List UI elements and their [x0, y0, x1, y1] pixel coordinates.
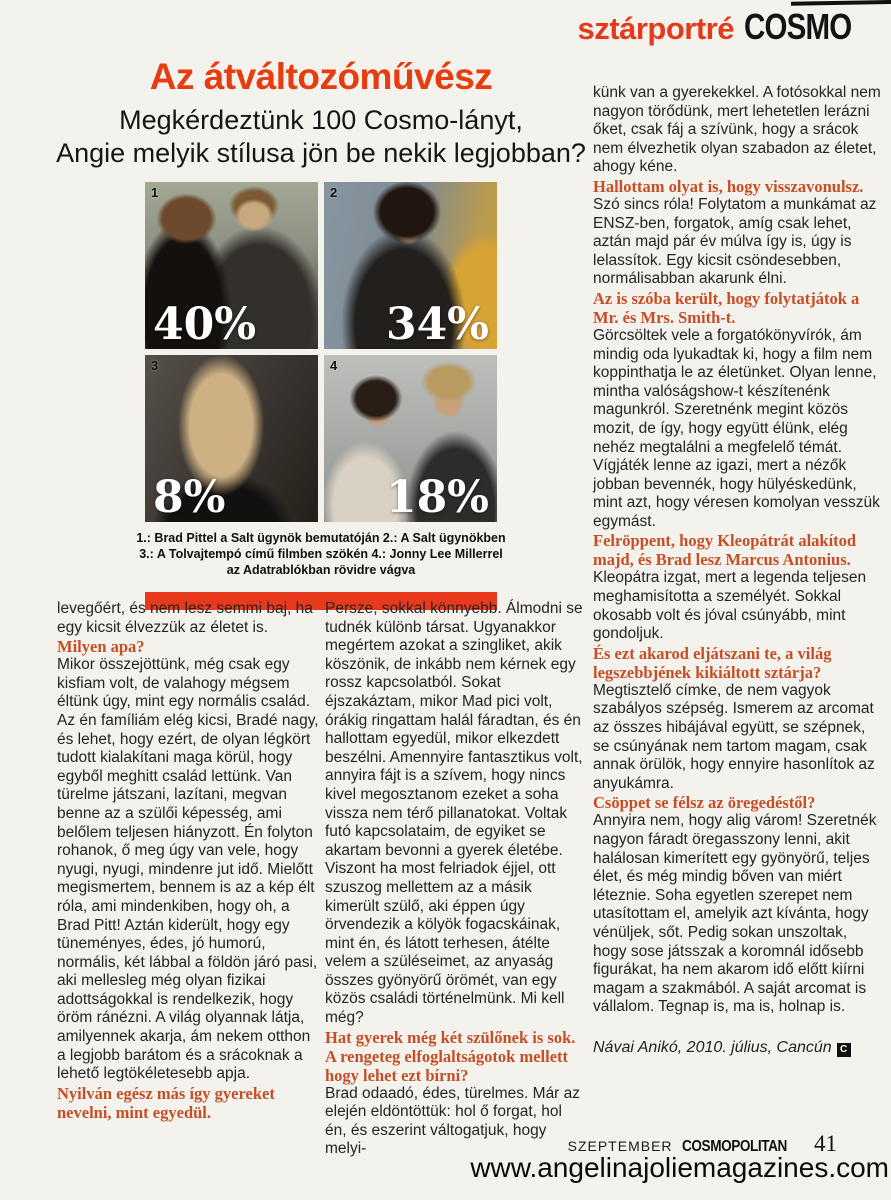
interview-question: Hat gyerek még két szülőnek is sok. A rengeteg elfoglaltságotok mellett hogy lehet ezt bírni?	[325, 1027, 576, 1085]
interview-question: És ezt akarod eljátszani te, a világ legszebbjének kikiáltott sztárja?	[593, 643, 832, 682]
interview-answer: Persze, sokkal könnyebb. Álmodni se tudnék különb társat. Ugyanakkor megértem azokat a szingliket, akik köszönik, de inkább nem kérnek egy rossz kapcsolatból. Sokat éjszakáztam, mikor Mad pici volt, órákig ringattam halál fáradtan, és én hallottam egyedül, mikor elkezdett beszélni. Amennyire fantasztikus volt, annyira fájt is a szívem, hogy nincs kivel megosztanom ezeket a soha vissza nem térő pillanatokat. Voltak futó kapcsolataim, de egyiket se akartam bevonni a gyerek életébe. Viszont ha most felriadok éjjel, ott szuszog mellettem az a másik kimerült szülő, aki éppen úgy örvendezik a kölyök fogacskáinak, mint én, és látott terhesen, átélte velem a szüléseimet, az anyaság összes gyönyörű örömét, van egy közös családi történelmünk. Mi kell még?	[325, 600, 583, 1027]
watermark-url: www.angelinajoliemagazines.com	[470, 1152, 889, 1183]
footer-page-number: 41	[814, 1131, 837, 1156]
interview-question: Az is szóba került, hogy folytatjátok a Mr. és Mrs. Smith-t.	[593, 288, 860, 327]
style-poll-photo-grid	[145, 182, 497, 522]
cosmo-endmark-icon: C	[837, 1043, 851, 1057]
interview-question: Hallottam olyat is, hogy visszavonulsz.	[593, 176, 864, 196]
photo-salt-dark-hair	[324, 182, 497, 349]
cosmo-logo: COSMO	[743, 6, 852, 47]
footer-magazine-name: COSMOPOLITAN	[681, 1138, 787, 1155]
byline: Návai Anikó, 2010. július, Cancún C	[593, 1039, 881, 1058]
photo-number: 4	[330, 358, 338, 373]
interview-answer: Görcsöltek vele a forgatókönyvírók, ám mindig oda lyukadtak ki, hogy a film nem koppinthatja le az életünket. Olyan lenne, mintha valóságshow-t készítenénk magunkról. Szeretnénk megint közös mozit, de így, hogy együtt élünk, elég nehéz megtalálni a megfelelő témát. Vígjáték lenne az igazi, mert a nézők jobban bevennék, hogy hülyéskedünk, mint azt, hogy véresen komolyan vesszük egymást.	[593, 326, 880, 530]
photo-hackers-short-hair	[324, 355, 497, 522]
interview-answer: levegőért, és nem lesz semmi baj, ha egy kicsit élvezzük az életet is.	[57, 600, 313, 636]
article-title: Az átváltozóművész	[149, 56, 493, 97]
photo-brad-premiere	[145, 182, 318, 349]
feature-block	[55, 56, 587, 610]
poll-percent: 18%	[385, 472, 489, 522]
interview-answer: Brad odaadó, édes, türelmes. Már az elején eldöntöttük: hol ő forgat, hol én, és eszerint váltogatjuk, hogy melyi-	[325, 1084, 581, 1158]
article-subtitle: Megkérdeztünk 100 Cosmo-lányt, Angie melyik stílusa jön be nekik legjobban?	[56, 105, 586, 168]
poll-percent: 34%	[385, 299, 489, 349]
footer-month: SZEPTEMBER	[567, 1138, 673, 1154]
poll-percent: 8%	[153, 472, 226, 522]
interview-question: Felröppent, hogy Kleopátrát alakítod majd, és Brad lesz Marcus Antonius.	[593, 531, 857, 570]
interview-question: Nyilván egész más így gyereket nevelni, mint egyedül.	[57, 1083, 275, 1122]
photo-number: 3	[151, 358, 159, 373]
photo-caption: 1.: Brad Pittel a Salt ügynök bemutatóján 2.: A Salt ügynökben 3.: A Tolvajtempó című filmben szökén 4.: Jonny Lee Millerrel az Adatrablókban rövidre vágva	[136, 531, 506, 577]
interview-answer: Szó sincs róla! Folytatom a munkámat az ENSZ-ben, forgatok, amíg csak lehet, aztán majd pár év múlva így is, úgy is lelassítok. Egy kicsit csöndesebben, normálisabban akarunk élni.	[593, 195, 877, 288]
page-header	[578, 6, 875, 48]
photo-number: 1	[151, 185, 159, 200]
photo-blonde-dreadlocks	[145, 355, 318, 522]
interview-question: Csöppet se félsz az öregedéstől?	[593, 793, 816, 813]
interview-answer: Megtisztelő címke, de nem vagyok szabályos szépség. Ismerem az arcomat az összes hibájával együtt, se szépnek, se csúnyának nem tartom magam, csak annak örülök, hogy ennyire hasonlítok az anyukámra.	[593, 681, 875, 792]
article-column-left	[57, 600, 321, 1122]
interview-answer: Annyira nem, hogy alig várom! Szeretnék nagyon fáradt öregasszony lenni, akit halálosan kimerített egy gyönyörű, teljes élet, és még mindig bőven van miért léteznie. Soha egyetlen szerepet nem utasítottam el, amelyik azt kívánta, hogy vénüljek, sőt. Pedig sokan unszoltak, hogy sose játsszak a koromnál idősebb figurákat, ha nem akarom idő előtt kiírni magam a szakmából. A saját arcomat is vállalom. Tegnap is, ma is, holnap is.	[593, 812, 877, 1016]
article-column-right	[593, 84, 881, 1058]
scan-edge-artifact	[791, 0, 891, 6]
interview-question: Milyen apa?	[57, 637, 145, 657]
interview-answer: Mikor összejöttünk, még csak egy kisfiam volt, de valahogy mégsem éltünk úgy, mint egy normális család. Az én famíliám elég kicsi, Bradé nagy, és lehet, hogy ezért, de olyan légkört tudott kialakítani maga körül, hogy egyből meghitt család lettünk. Van türelme játszani, lazítani, megvan benne az a szülői képesség, ami belőlem teljesen hiányzott. Én folyton rohanok, ő meg úgy van vele, hogy nyugi, nyugi, mindenre jut idő. Mielőtt megismertem, bennem is az a kép élt róla, ami mindenkiben, hogy oh, a Brad Pitt! Aztán kiderült, hogy egy tüneményes, édes, jó humorú, normális, két lábbal a földön járó pasi, aki mellesleg még olyan fizikai adottságokkal is rendelkezik, hogy öröm ránézni. A világ olyannak látja, amilyennek akarja, ám nekem otthon a legjobb barátom és a srácoknak a lehető legtökéletesebb apja.	[57, 656, 319, 1083]
section-label: sztárportré	[577, 11, 734, 46]
photo-number: 2	[330, 185, 338, 200]
article-column-middle	[325, 600, 587, 1159]
poll-percent: 40%	[153, 299, 257, 349]
interview-answer: Kleopátra izgat, mert a legenda teljesen meghamisította a személyét. Sokkal okosabb volt és jóval csúnyább, mint gondoljuk.	[593, 569, 867, 643]
interview-answer: künk van a gyerekekkel. A fotósokkal nem nagyon törődünk, mert lehetetlen lerázni őket, csak fáj a szívünk, hogy a srácok nem élvezhetik olyan szabadon az életet, ahogy kéne.	[593, 84, 881, 176]
